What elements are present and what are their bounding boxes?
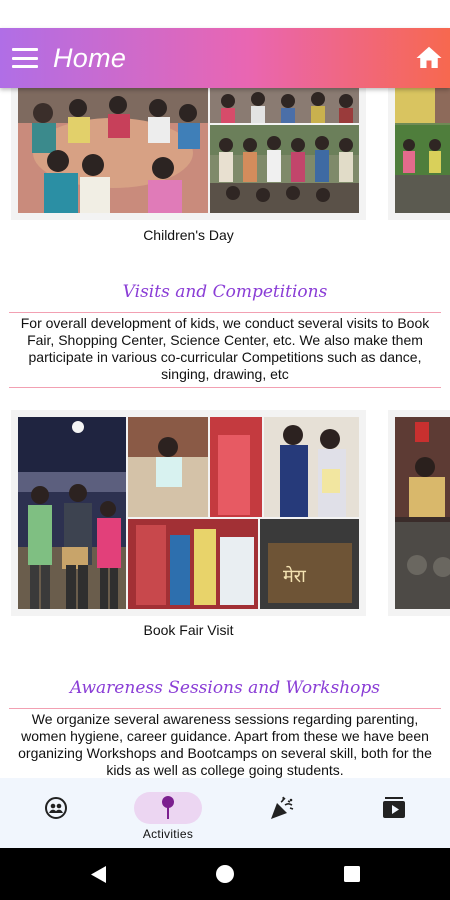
photo-collage <box>395 88 450 213</box>
nav-pill <box>248 792 316 824</box>
activities-scroll[interactable] <box>0 88 450 778</box>
photo-collage <box>18 88 359 213</box>
celebration-icon <box>269 796 295 820</box>
nav-pill <box>134 792 202 824</box>
svg-text:मेरा: मेरा <box>283 566 306 587</box>
nav-item-activities[interactable] <box>112 778 224 848</box>
nav-item-videos[interactable] <box>338 778 450 848</box>
gallery-card-next[interactable] <box>388 88 450 220</box>
menu-icon[interactable] <box>12 48 38 68</box>
nav-label-activities: Activities <box>142 827 194 841</box>
gallery-card-next[interactable] <box>388 410 450 616</box>
home-circle-icon[interactable] <box>216 865 234 883</box>
app-bar <box>0 28 450 88</box>
location-pin-icon <box>160 795 176 821</box>
group-icon <box>44 796 68 820</box>
gallery-card-book-fair[interactable] <box>11 410 366 616</box>
gallery-card-childrens-day[interactable] <box>11 88 366 220</box>
gallery-caption: Children's Day <box>143 227 234 243</box>
back-icon[interactable] <box>91 866 107 883</box>
photo-collage <box>395 417 450 609</box>
section-title-visits: Visits and Competitions <box>122 282 328 302</box>
nav-item-celebration[interactable] <box>226 778 338 848</box>
nav-pill <box>360 792 428 824</box>
system-navigation-bar <box>0 848 450 900</box>
recents-icon[interactable] <box>344 866 360 882</box>
nav-item-group[interactable] <box>0 778 112 848</box>
home-icon[interactable] <box>414 43 444 73</box>
status-bar <box>0 0 450 28</box>
photo-collage <box>18 417 359 609</box>
video-library-icon <box>382 797 406 819</box>
bottom-navigation <box>0 778 450 848</box>
nav-pill <box>22 792 90 824</box>
section-title-awareness: Awareness Sessions and Workshops <box>69 678 381 698</box>
page-title: Home <box>53 42 127 73</box>
gallery-caption: Book Fair Visit <box>143 622 234 638</box>
section-description-visits: For overall development of kids, we conduct several visits to Book Fair, Shopping Center, Science Center, etc. We also make them participate in various co-curricular Competitions such as dance, singing, drawing, etc <box>9 312 441 388</box>
section-description-awareness: We organize several awareness sessions regarding parenting, women hygiene, career guidance. Apart from these we have been organizing Workshops and Bootcamps on several skill, both for the kids as well as college going students. <box>9 708 441 778</box>
